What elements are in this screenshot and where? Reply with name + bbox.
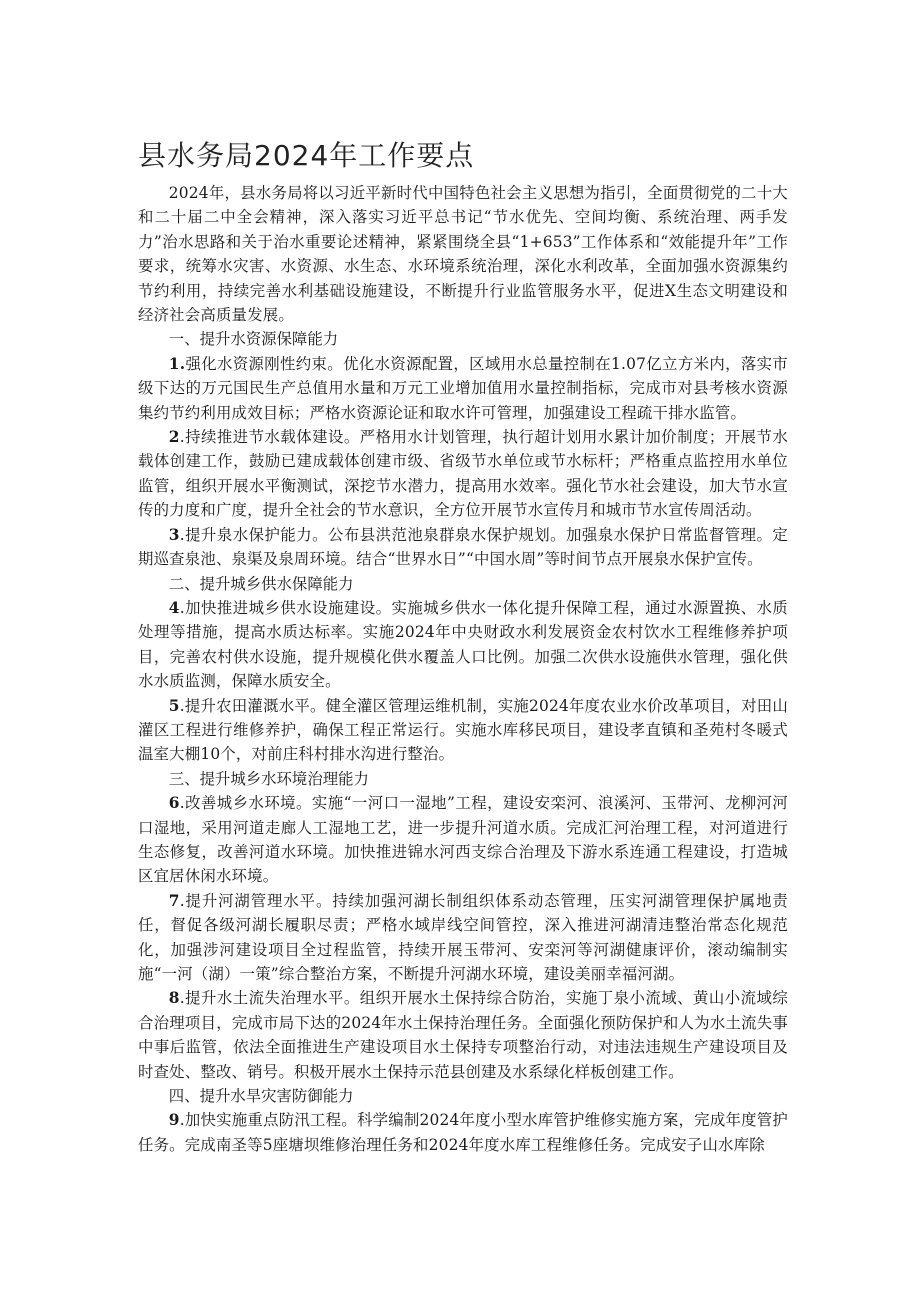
document-body xyxy=(138,181,788,1157)
work-item xyxy=(138,596,788,694)
item-number: 9 xyxy=(168,1111,180,1130)
item-text: .提升泉水保护能力。公布县洪范池泉群泉水保护规划。加强泉水保护日常监督管理。定期巡查泉池、泉渠及泉周环境。结合“世界水日”“中国水周”等时间节点开展泉水保护宣传。 xyxy=(138,525,788,569)
section-heading: 二、提升城乡供水保障能力 xyxy=(168,574,354,593)
item-text: .提升水土流失治理水平。组织开展水土保持综合防治，实施丁泉小流域、黄山小流域综合治理项目，完成市局下达的2024年水土保持治理任务。全面强化预防保护和人为水土流失事中事后监管，依法全面推进生产建设项目水土保持专项整治行动，对违法违规生产建设项目及时查处、整改、销号。积极开展水土保持示范县创建及水系绿化样板创建工作。 xyxy=(138,989,788,1081)
item-text: .持续推进节水载体建设。严格用水计划管理，执行超计划用水累计加价制度；开展节水载体创建工作，鼓励已建成载体创建市级、省级节水单位或节水标杆；严格重点监控用水单位监管，组织开展水平衡测试，深挖节水潜力，提高用水效率。强化节水社会建设，加大节水宣传的力度和广度，提升全社会的节水意识，全方位开展节水宣传月和城市节水宣传周活动。 xyxy=(138,428,788,520)
item-text: .提升河湖管理水平。持续加强河湖长制组织体系动态管理，压实河湖管理保护属地责任，督促各级河湖长履职尽责；严格水域岸线空间管控，深入推进河湖清违整治常态化规范化，加强涉河建设项目全过程监管，持续开展玉带河、安栾河等河湖健康评价，滚动编制实施“一河（湖）一策”综合整治方案，不断提升河湖水环境，建设美丽幸福河湖。 xyxy=(138,891,788,983)
work-item xyxy=(138,1108,788,1157)
item-text: .改善城乡水环境。实施“一河口一湿地”工程，建设安栾河、浪溪河、玉带河、龙柳河河口湿地，采用河道走廊人工湿地工艺，进一步提升河道水质。完成汇河治理工程，对河道进行生态修复，改善河道水环境。加快推进锦水河西支综合治理及下游水系连通工程建设，打造城区宜居休闲水环境。 xyxy=(138,794,788,886)
work-item xyxy=(138,889,788,987)
item-text: .加快实施重点防汛工程。科学编制2024年度小型水库管护维修实施方案，完成年度管护任务。完成南圣等5座塘坝维修治理任务和2024年度水库工程维修任务。完成安子山水库除 xyxy=(138,1111,788,1154)
item-number: 6 xyxy=(168,794,180,813)
work-item xyxy=(138,425,788,523)
item-number: 8 xyxy=(168,989,180,1008)
item-number: 7 xyxy=(168,891,180,910)
intro-paragraph: 2024年，县水务局将以习近平新时代中国特色社会主义思想为指引，全面贯彻党的二十大和二十届二中全会精神，深入落实习近平总书记“节水优先、空间均衡、系统治理、两手发力”治水思路和关于治水重要论述精神，紧紧围绕全县“1+653”工作体系和“效能提升年”工作要求，统筹水灾害、水资源、水生态、水环境系统治理，深化水利改革，全面加强水资源集约节约利用，持续完善水利基础设施建设，不断提升行业监管服务水平，促进X生态文明建设和经济社会高质量发展。 xyxy=(138,184,788,325)
item-text: .提升农田灌溉水平。健全灌区管理运维机制，实施2024年度农业水价改革项目，对田山灌区工程进行维修养护，确保工程正常运行。实施水库移民项目，建设孝直镇和圣苑村冬暖式温室大棚10个，对前庄科村排水沟进行整治。 xyxy=(138,696,788,764)
item-number: 5 xyxy=(168,696,180,715)
item-number: 1. xyxy=(168,354,186,373)
item-number: 3 xyxy=(168,525,180,544)
section-heading: 四、提升水旱灾害防御能力 xyxy=(168,1087,354,1106)
work-item xyxy=(138,523,788,572)
section-heading: 一、提升水资源保障能力 xyxy=(168,330,339,349)
item-text: .加快推进城乡供水设施建设。实施城乡供水一体化提升保障工程，通过水源置换、水质处理等措施，提高水质达标率。实施2024年中央财政水利发展资金农村饮水工程维修养护项目，完善农村供水设施，提升规模化供水覆盖人口比例。加强二次供水设施供水管理，强化供水水质监测，保障水质安全。 xyxy=(138,598,788,691)
work-item xyxy=(138,694,788,767)
section-heading: 三、提升城乡水环境治理能力 xyxy=(168,769,369,788)
item-number: 2 xyxy=(168,428,180,447)
item-number: 4 xyxy=(168,598,180,617)
work-item xyxy=(138,791,788,889)
document-title: 县水务局2024年工作要点 xyxy=(138,139,475,172)
item-text: 强化水资源刚性约束。优化水资源配置，区域用水总量控制在1.07亿立方米内，落实市级下达的万元国民生产总值用水量和万元工业增加值用水量控制指标，完成市对县考核水资源集约节约利用成效目标；严格水资源论证和取水许可管理，加强建设工程疏干排水监管。 xyxy=(138,354,788,422)
work-item xyxy=(138,986,788,1084)
work-item xyxy=(138,352,788,425)
